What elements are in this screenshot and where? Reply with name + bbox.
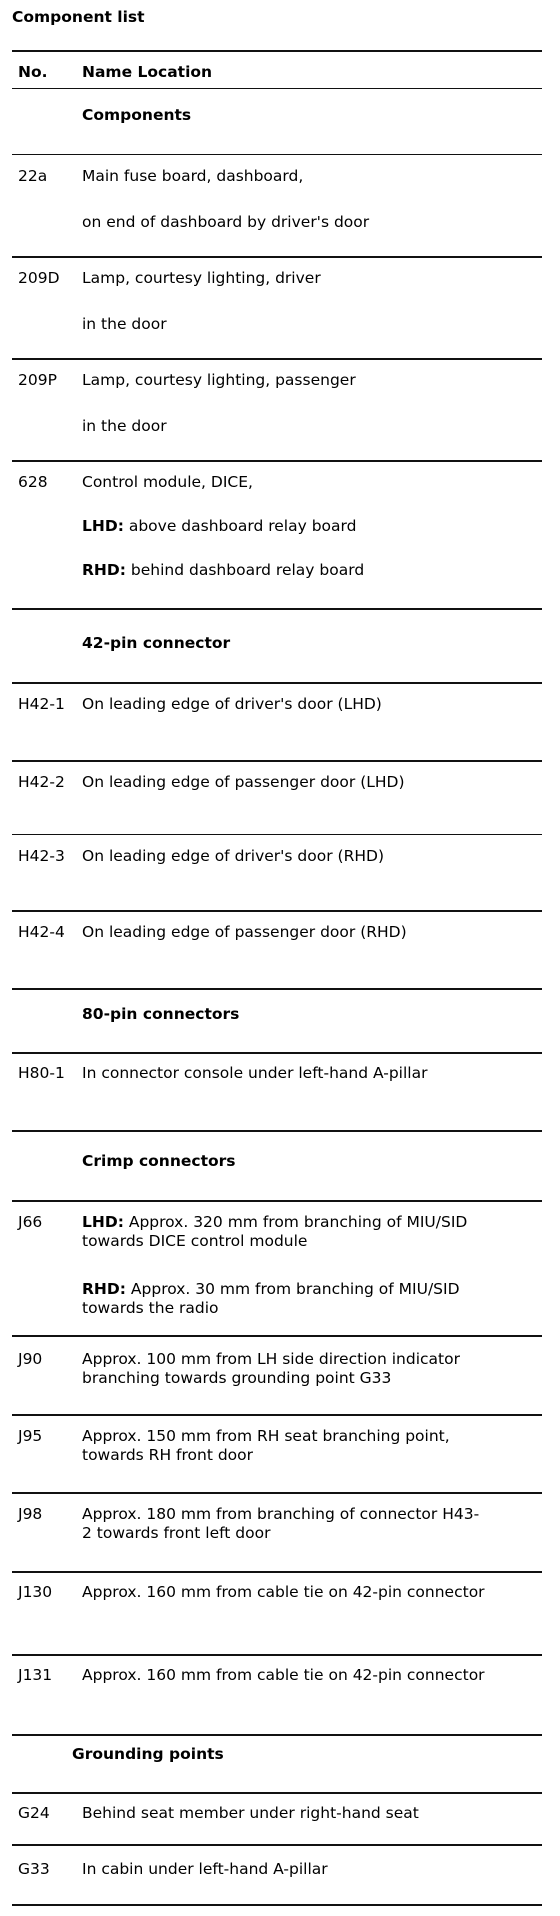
row-text: On leading edge of driver's door (RHD): [82, 847, 384, 865]
section-heading-42-pin: 42-pin connector: [82, 634, 231, 652]
row-text: Approx. 150 mm from RH seat branching point,: [82, 1427, 450, 1445]
row-number: J66: [18, 1213, 43, 1231]
row-text: Main fuse board, dashboard,: [82, 167, 304, 185]
table-rule: [12, 1414, 542, 1416]
row-number: G24: [18, 1804, 50, 1822]
table-rule: [12, 1904, 542, 1906]
row-text: Lamp, courtesy lighting, passenger: [82, 371, 356, 389]
lhd-text: Approx. 320 mm from branching of MIU/SID: [123, 1213, 468, 1231]
row-number: 22a: [18, 167, 48, 185]
row-text: towards DICE control module: [82, 1232, 308, 1250]
table-rule: [12, 1052, 542, 1054]
table-rule: [12, 608, 542, 610]
table-rule: [12, 154, 542, 155]
row-number: J131: [18, 1666, 53, 1684]
row-text: On leading edge of driver's door (LHD): [82, 695, 382, 713]
table-rule: [12, 460, 542, 462]
rhd-label: RHD:: [82, 1280, 126, 1298]
row-text: on end of dashboard by driver's door: [82, 213, 370, 231]
row-text: Behind seat member under right-hand seat: [82, 1804, 419, 1822]
row-number: J95: [18, 1427, 43, 1445]
table-rule: [12, 760, 542, 762]
row-number: 628: [18, 473, 48, 491]
lhd-label: LHD:: [82, 517, 124, 535]
row-text: Lamp, courtesy lighting, driver: [82, 269, 321, 287]
row-number: G33: [18, 1860, 50, 1878]
row-text: On leading edge of passenger door (RHD): [82, 923, 407, 941]
table-rule: [12, 910, 542, 912]
row-number: J98: [18, 1505, 43, 1523]
section-heading-80-pin: 80-pin connectors: [82, 1005, 240, 1023]
column-header-no: No.: [18, 63, 48, 81]
row-text: Control module, DICE,: [82, 473, 253, 491]
table-rule: [12, 988, 542, 990]
row-text: Approx. 160 mm from cable tie on 42-pin connector: [82, 1666, 485, 1684]
row-number: H42-3: [18, 847, 65, 865]
row-text: 2 towards front left door: [82, 1524, 271, 1542]
row-text: in the door: [82, 315, 167, 333]
row-number: 209D: [18, 269, 60, 287]
row-text: Approx. 160 mm from cable tie on 42-pin connector: [82, 1583, 485, 1601]
section-heading-crimp: Crimp connectors: [82, 1152, 236, 1170]
row-text: in the door: [82, 417, 167, 435]
lhd-text: above dashboard relay board: [123, 517, 357, 535]
row-text: In connector console under left-hand A-pillar: [82, 1064, 428, 1082]
table-rule: [12, 1492, 542, 1494]
row-number: H42-2: [18, 773, 65, 791]
page-title: Component list: [12, 8, 145, 26]
column-header-name-location: Name Location: [82, 63, 213, 81]
section-heading-components: Components: [82, 106, 192, 124]
rhd-text: behind dashboard relay board: [125, 561, 365, 579]
row-text: Approx. 180 mm from branching of connector H43-: [82, 1505, 480, 1523]
table-rule: [12, 682, 542, 684]
row-text: On leading edge of passenger door (LHD): [82, 773, 405, 791]
row-text: [82, 561, 364, 579]
table-rule: [12, 1792, 542, 1794]
table-rule: [12, 1844, 542, 1846]
table-rule: [12, 50, 542, 52]
section-heading-grounding: Grounding points: [72, 1745, 224, 1763]
table-rule: [12, 1571, 542, 1573]
row-number: H80-1: [18, 1064, 65, 1082]
table-rule: [12, 358, 542, 360]
table-rule: [12, 88, 542, 89]
table-rule: [12, 256, 542, 258]
table-rule: [12, 1130, 542, 1132]
row-text: In cabin under left-hand A-pillar: [82, 1860, 328, 1878]
table-rule: [12, 1734, 542, 1736]
rhd-label: RHD:: [82, 561, 126, 579]
row-text: towards RH front door: [82, 1446, 254, 1464]
rhd-text: Approx. 30 mm from branching of MIU/SID: [125, 1280, 460, 1298]
table-rule: [12, 1654, 542, 1656]
table-rule: [12, 1335, 542, 1337]
row-text: Approx. 100 mm from LH side direction indicator: [82, 1350, 460, 1368]
row-number: 209P: [18, 371, 57, 389]
row-number: J90: [18, 1350, 43, 1368]
table-rule: [12, 1200, 542, 1202]
row-text: branching towards grounding point G33: [82, 1369, 392, 1387]
row-number: H42-4: [18, 923, 65, 941]
row-number: J130: [18, 1583, 53, 1601]
row-text: towards the radio: [82, 1299, 219, 1317]
row-text: [82, 1213, 467, 1231]
table-rule: [12, 834, 542, 835]
row-text: [82, 1280, 460, 1298]
row-text: [82, 517, 356, 535]
row-number: H42-1: [18, 695, 65, 713]
lhd-label: LHD:: [82, 1213, 124, 1231]
